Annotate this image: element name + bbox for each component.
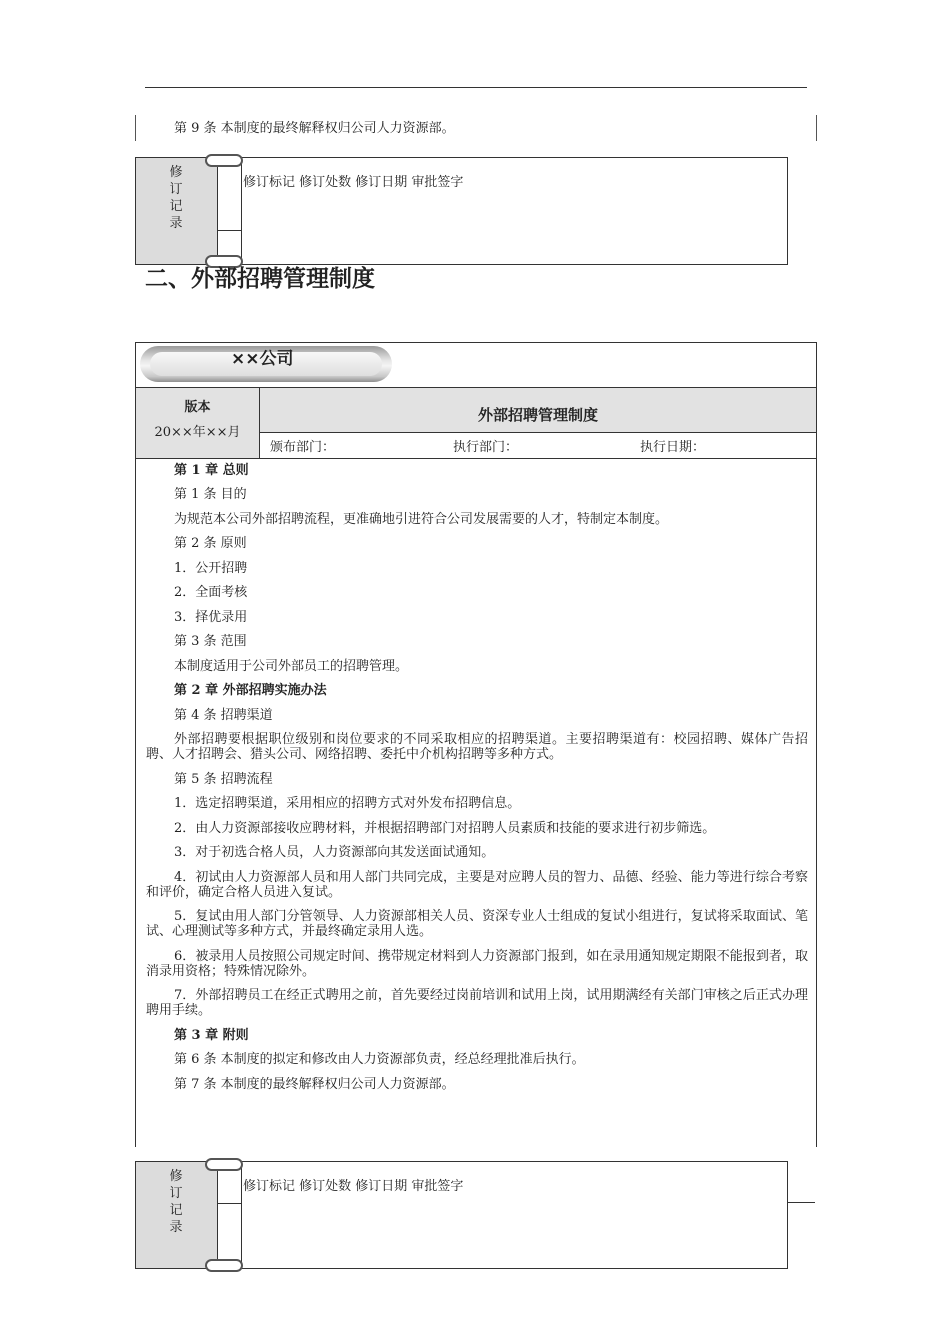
- body-paragraph: 第 3 条 范围: [174, 634, 247, 649]
- body-paragraph: 第 6 条 本制度的拟定和修改由人力资源部负责，经总经理批准后执行。: [174, 1052, 585, 1067]
- company-name: ××公司: [231, 349, 294, 369]
- body-paragraph: 第 7 条 本制度的最终解释权归公司人力资源部。: [174, 1076, 455, 1092]
- chapter-heading: 第 3 章 附则: [174, 1027, 249, 1043]
- revision-binding-column: [218, 1162, 242, 1268]
- body-paragraph: 1．公开招聘: [174, 560, 248, 576]
- body-paragraph: 外部招聘要根据职位级别和岗位要求的不同采取相应的招聘渠道。主要招聘渠道有：校园招聘、媒体广告招聘、人才招聘会、猎头公司、网络招聘、委托中介机构招聘等多种方式。: [146, 732, 808, 762]
- section-title: 二、外部招聘管理制度: [145, 266, 375, 292]
- chapter-heading: 第 1 章 总则: [174, 462, 249, 478]
- body-paragraph: 7．外部招聘员工在经正式聘用之前，首先要经过岗前培训和试用上岗，试用期满经有关部门审核之后正式办理聘用手续。: [146, 988, 808, 1018]
- version-date: 20××年××月: [154, 425, 241, 440]
- policy-document: [135, 342, 817, 1147]
- revision-record-box: [135, 157, 788, 265]
- binder-ring-icon: [205, 1158, 243, 1171]
- revision-label-char: 修: [169, 165, 183, 180]
- body-paragraph: 第 5 条 招聘流程: [174, 771, 273, 787]
- revision-divider: [218, 1203, 241, 1204]
- body-paragraph: 第 4 条 招聘渠道: [174, 707, 273, 723]
- body-paragraph: 5．复试由用人部门分管领导、人力资源部相关人员、资深专业人士组成的复试小组进行，复试将采取面试、笔试、心理测试等多种方式，并最终确定录用人选。: [146, 909, 808, 939]
- revision-divider: [218, 230, 241, 231]
- table-edge-line: [787, 1202, 815, 1203]
- document-meta-cell: [260, 433, 816, 458]
- body-paragraph: 2．全面考核: [174, 585, 248, 600]
- body-paragraph: 第 1 条 目的: [174, 487, 247, 502]
- body-paragraph: 3．对于初选合格人员，人力资源部向其发送面试通知。: [174, 845, 495, 860]
- body-paragraph: 为规范本公司外部招聘流程，更准确地引进符合公司发展需要的人才，特制定本制度。: [174, 511, 669, 527]
- version-cell: [136, 388, 260, 458]
- chapter-heading: 第 2 章 外部招聘实施办法: [174, 683, 327, 698]
- revision-binding-column: [218, 158, 242, 264]
- previous-last-article: 第 9 条 本制度的最终解释权归公司人力资源部。: [174, 121, 455, 136]
- execution-department-label: 执行部门：: [453, 440, 519, 455]
- revision-label-char: 记: [169, 199, 183, 214]
- revision-label-cell: [136, 158, 218, 264]
- body-paragraph: 第 2 条 原则: [174, 536, 247, 551]
- title-cell: [260, 388, 816, 433]
- revision-columns-header: 修订标记 修订处数 修订日期 审批签字: [243, 1179, 464, 1194]
- revision-label-char: 记: [169, 1203, 183, 1218]
- page-header-rule: [145, 87, 807, 88]
- execution-date-label: 执行日期：: [640, 440, 706, 455]
- revision-label-cell: [136, 1162, 218, 1268]
- binder-ring-icon: [205, 1259, 243, 1272]
- issue-department-label: 颁布部门：: [270, 440, 336, 455]
- body-paragraph: 本制度适用于公司外部员工的招聘管理。: [174, 658, 409, 674]
- revision-label-char: 录: [169, 216, 183, 231]
- revision-label-char: 订: [169, 1186, 183, 1201]
- document-title: 外部招聘管理制度: [477, 406, 598, 424]
- body-paragraph: 4．初试由人力资源部人员和用人部门共同完成，主要是对应聘人员的智力、品德、经验、能力等进行综合考察和评价，确定合格人员进入复试。: [146, 869, 808, 900]
- revision-columns-header: 修订标记 修订处数 修订日期 审批签字: [243, 175, 464, 190]
- body-paragraph: 2．由人力资源部接收应聘材料，并根据招聘部门对招聘人员素质和技能的要求进行初步筛选。: [174, 820, 716, 836]
- version-label: 版本: [184, 400, 211, 415]
- document-body: [146, 459, 808, 1098]
- binder-ring-icon: [205, 154, 243, 167]
- body-paragraph: 3．择优录用: [174, 609, 248, 625]
- company-banner-row: [136, 343, 816, 388]
- revision-label-char: 订: [169, 182, 183, 197]
- body-paragraph: 6．被录用人员按照公司规定时间、携带规定材料到人力资源部门报到，如在录用通知规定期限不能报到者，取消录用资格；特殊情况除外。: [146, 948, 808, 979]
- revision-label-char: 修: [169, 1169, 183, 1184]
- body-paragraph: 1．选定招聘渠道，采用相应的招聘方式对外发布招聘信息。: [174, 796, 521, 811]
- revision-label-char: 录: [169, 1220, 183, 1235]
- document-info-row: [136, 388, 816, 459]
- revision-record-box: [135, 1161, 788, 1269]
